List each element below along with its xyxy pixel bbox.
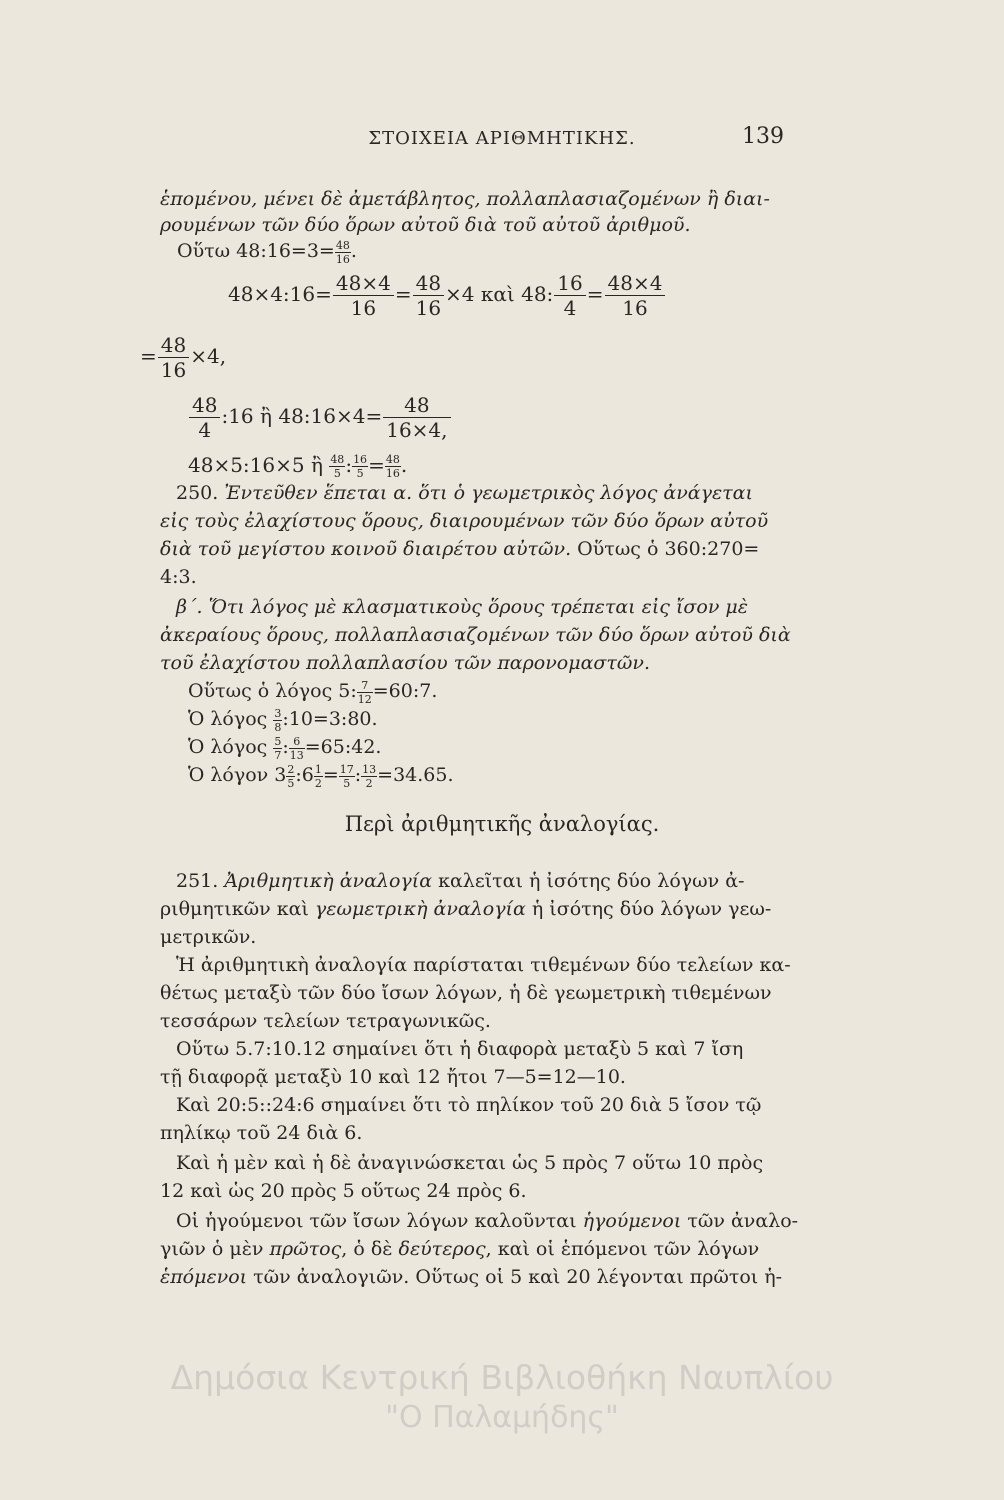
- line-text: τῶν ἀναλο-: [681, 1210, 799, 1232]
- fraction-denominator: 16: [415, 296, 442, 320]
- line-text: ἀκεραίους ὅρους, πολλαπλασιαζομένων τῶν δύο ὅρων αὐτοῦ διὰ: [160, 624, 791, 646]
- fraction-denominator: 16×4,: [386, 418, 448, 442]
- equation-text: =: [586, 282, 604, 306]
- line-text: Ὁ λόγος: [188, 708, 274, 730]
- fraction-denominator: 12: [357, 692, 372, 706]
- line-text: Ἐντεῦθεν ἕπεται α. ὅτι ὁ γεωμετρικὸς λόγος ἀνάγεται: [218, 482, 753, 504]
- page-number: 139: [742, 124, 784, 149]
- fraction-denominator: 16: [335, 252, 350, 266]
- line-text: Καὶ 20:5::24:6 σημαίνει ὅτι τὸ πηλίκον τοῦ 20 διὰ 5 ἴσον τῷ: [176, 1094, 762, 1116]
- line-text: θέτως μεταξὺ τῶν δύο ἴσων λόγων, ἡ δὲ γεωμετρικὴ τιθεμένων: [160, 982, 772, 1004]
- fraction: [413, 273, 444, 318]
- text-line: [160, 1120, 362, 1146]
- term-italic: Ἀριθμητικὴ ἀναλογία: [218, 870, 433, 892]
- text-line: [160, 536, 759, 562]
- fraction-numerator: 7: [357, 680, 373, 693]
- text-line: [176, 1208, 798, 1234]
- equation-text: 48×4:16=: [228, 282, 332, 306]
- fraction-denominator: 16: [622, 296, 648, 320]
- section-heading: Περὶ ἀριθμητικῆς ἀναλογίας.: [344, 812, 660, 836]
- fraction-denominator: 8: [274, 720, 282, 734]
- fraction-numerator: 48: [335, 238, 350, 252]
- text-line: [160, 1008, 491, 1034]
- equation-line: [140, 326, 226, 386]
- line-text: Ὁ λόγος: [188, 736, 274, 758]
- fraction-numerator: 48: [189, 395, 220, 418]
- equation-line: [228, 264, 666, 324]
- example-line: [188, 734, 381, 761]
- text-line: [160, 564, 197, 590]
- fraction-denominator: 4: [563, 296, 577, 320]
- fraction: [289, 736, 305, 761]
- example-line: [188, 706, 378, 733]
- line-text: Καὶ ἡ μὲν καὶ ἡ δὲ ἀναγινώσκεται ὡς 5 πρὸς 7 οὕτω 10 πρὸς: [176, 1152, 764, 1174]
- fraction-numerator: 48×4: [605, 273, 666, 296]
- line-text: :: [282, 736, 289, 758]
- line-text: γιῶν ὁ μὲν: [160, 1238, 270, 1260]
- line-text: μετρικῶν.: [160, 926, 257, 948]
- text-line: [160, 1064, 626, 1090]
- line-text: Οὕτω 48:16=3=: [177, 240, 335, 262]
- text-line: [160, 896, 771, 922]
- text-line: [176, 1150, 763, 1176]
- term-italic: πρῶτος: [269, 1238, 342, 1260]
- fraction-numerator: 3: [274, 706, 282, 720]
- equation-text: 48×5:16×5 ἢ: [188, 453, 330, 477]
- library-watermark-line1: Δημόσια Κεντρική Βιβλιοθήκη Ναυπλίου: [170, 1358, 834, 1397]
- fraction-denominator: 13: [289, 748, 304, 762]
- line-text: 12 καὶ ὡς 20 πρὸς 5 οὕτως 24 πρὸς 6.: [160, 1180, 527, 1202]
- fraction: [314, 764, 323, 789]
- text-line: [176, 1036, 743, 1062]
- fraction-denominator: 7: [274, 748, 282, 762]
- equation-text: :16 ἢ 48:16×4=: [221, 404, 383, 428]
- line-text: τοῦ ἐλαχίστου πολλαπλασίου τῶν παρονομαστῶν.: [160, 652, 650, 674]
- example-line: [188, 678, 437, 705]
- line-text: τεσσάρων τελείων τετραγωνικῶς.: [160, 1010, 491, 1032]
- line-text: Οὕτως ὁ λόγος 5:: [188, 680, 357, 702]
- fraction: [189, 395, 220, 440]
- fraction-numerator: 48: [330, 453, 345, 466]
- line-text: =34.65.: [377, 764, 454, 786]
- text-line: [160, 924, 256, 950]
- fraction-numerator: 48: [383, 395, 450, 418]
- section-250-line: [176, 480, 753, 506]
- section-251-line: [176, 868, 744, 894]
- line-text: =65:42.: [304, 736, 382, 758]
- line-text: =: [322, 764, 339, 786]
- fraction-denominator: 4: [198, 418, 212, 442]
- line-text: Οὕτω 5.7:10.12 σημαίνει ὅτι ἡ διαφορὰ μεταξὺ 5 καὶ 7 ἴση: [176, 1038, 744, 1060]
- text-line: [160, 650, 650, 676]
- library-watermark-line2: "Ο Παλαμήδης": [385, 1400, 619, 1435]
- line-text: Οἱ ἡγούμενοι τῶν ἴσων λόγων καλοῦνται: [176, 1210, 583, 1232]
- fraction: [329, 454, 345, 479]
- text-line: [160, 980, 772, 1006]
- line-text: :6: [295, 764, 314, 786]
- text-line: [160, 212, 691, 238]
- fraction: [554, 273, 585, 318]
- equation-text: ×4,: [190, 344, 227, 368]
- fraction: [361, 764, 377, 789]
- example-line: [188, 762, 454, 789]
- fraction-denominator: 16: [385, 467, 400, 480]
- fraction-numerator: 48: [413, 273, 444, 296]
- fraction: [335, 240, 351, 265]
- fraction: [352, 454, 368, 479]
- line-text: τῇ διαφορᾷ μεταξὺ 10 καὶ 12 ἤτοι 7—5=12—10.: [160, 1066, 626, 1088]
- line-text: πηλίκῳ τοῦ 24 διὰ 6.: [160, 1122, 363, 1144]
- text-line: [176, 1092, 761, 1118]
- line-text: ρουμένων τῶν δύο ὅρων αὐτοῦ διὰ τοῦ αὐτοῦ ἀριθμοῦ.: [160, 214, 691, 236]
- equation-text: =: [140, 344, 157, 368]
- equation-text: .: [400, 453, 408, 477]
- fraction: [273, 736, 282, 761]
- fraction: [385, 454, 401, 479]
- running-header-title: ΣΤΟΙΧΕΙΑ ΑΡΙΘΜΗΤΙΚΗΣ.: [368, 128, 636, 149]
- fraction-numerator: 16: [353, 453, 368, 466]
- fraction: [273, 708, 282, 733]
- text-line: [176, 952, 791, 978]
- line-text: τῶν ἀναλογιῶν. Οὕτως οἱ 5 καὶ 20 λέγονται πρῶτοι ἡ-: [247, 1266, 783, 1288]
- line-text: καλεῖται ἡ ἰσότης δύο λόγων ἀ-: [432, 870, 745, 892]
- fraction-denominator: 5: [343, 776, 351, 790]
- equation-text: ×4 καὶ 48:: [445, 282, 554, 306]
- fraction-denominator: 5: [287, 776, 295, 790]
- equation-line: [188, 452, 407, 479]
- section-number: 251.: [176, 870, 219, 892]
- line-text: β΄. Ὅτι λόγος μὲ κλασματικοὺς ὅρους τρέπεται εἰς ἴσον μὲ: [176, 596, 748, 618]
- fraction-denominator: 5: [356, 467, 364, 480]
- line-text: Ἡ ἀριθμητικὴ ἀναλογία παρίσταται τιθεμένων δύο τελείων κα-: [176, 954, 791, 976]
- fraction: [333, 273, 394, 318]
- line-text: , καὶ οἱ ἑπόμενοι τῶν λόγων: [485, 1238, 760, 1260]
- section-number: 250.: [176, 482, 219, 504]
- equation-line: [188, 386, 452, 446]
- line-text: :: [354, 764, 362, 786]
- text-line: [160, 1264, 782, 1290]
- fraction: [383, 395, 450, 440]
- line-text: :10=3:80.: [282, 708, 378, 730]
- text-line: Οὕτω 48:16=3= $\frac{48}{16}$ .: [177, 238, 357, 266]
- term-italic: ἡγούμενοι: [582, 1210, 682, 1232]
- fraction: [357, 680, 373, 705]
- line-text: διὰ τοῦ μεγίστου κοινοῦ διαιρέτου αὐτῶν.: [160, 538, 572, 560]
- fraction-denominator: 16: [350, 296, 377, 320]
- fraction: [286, 764, 295, 789]
- text-line: [160, 1178, 527, 1204]
- line-text: ἡ ἰσότης δύο λόγων γεω-: [525, 898, 772, 920]
- text-line: [160, 1236, 759, 1262]
- line-text: , ὁ δὲ: [341, 1238, 399, 1260]
- fraction: [158, 335, 189, 380]
- equation-text: :: [345, 453, 353, 477]
- fraction-numerator: 5: [274, 734, 282, 748]
- equation-text: =: [394, 282, 412, 306]
- text-line: [176, 594, 748, 620]
- fraction-denominator: 16: [160, 358, 187, 382]
- fraction-numerator: 48: [385, 453, 400, 466]
- fraction-denominator: 2: [314, 776, 322, 790]
- term-italic: δεύτερος: [398, 1238, 486, 1260]
- fraction-numerator: 13: [362, 762, 377, 776]
- text-line: [160, 508, 768, 534]
- line-text: 4:3.: [160, 566, 197, 588]
- fraction-numerator: 1: [314, 762, 322, 776]
- fraction: [339, 764, 355, 789]
- fraction-numerator: 48×4: [333, 273, 394, 296]
- fraction-denominator: 5: [333, 467, 341, 480]
- equation-text: =: [368, 453, 385, 477]
- line-text: =60:7.: [372, 680, 438, 702]
- fraction-numerator: 17: [339, 762, 354, 776]
- line-text: ριθμητικῶν καὶ: [160, 898, 315, 920]
- fraction-numerator: 6: [289, 736, 305, 749]
- fraction-denominator: 2: [365, 776, 373, 790]
- line-text: εἰς τοὺς ἐλαχίστους ὅρους, διαιρουμένων τῶν δύο ὅρων αὐτοῦ: [160, 510, 769, 532]
- term-italic: γεωμετρικὴ ἀναλογία: [314, 898, 526, 920]
- line-text: ἑπομένου, μένει δὲ ἀμετάβλητος, πολλαπλασιαζομένων ἢ διαι-: [160, 188, 770, 210]
- text-line: [160, 622, 791, 648]
- fraction: [605, 273, 666, 318]
- text-line: [160, 186, 770, 212]
- line-text: Ὁ λόγον 3: [188, 764, 287, 786]
- term-italic: ἑπόμενοι: [160, 1266, 248, 1288]
- fraction-numerator: 2: [287, 762, 295, 776]
- fraction-numerator: 48: [158, 335, 189, 358]
- fraction-numerator: 16: [554, 273, 585, 296]
- line-text: Οὕτως ὁ 360:270=: [571, 538, 760, 560]
